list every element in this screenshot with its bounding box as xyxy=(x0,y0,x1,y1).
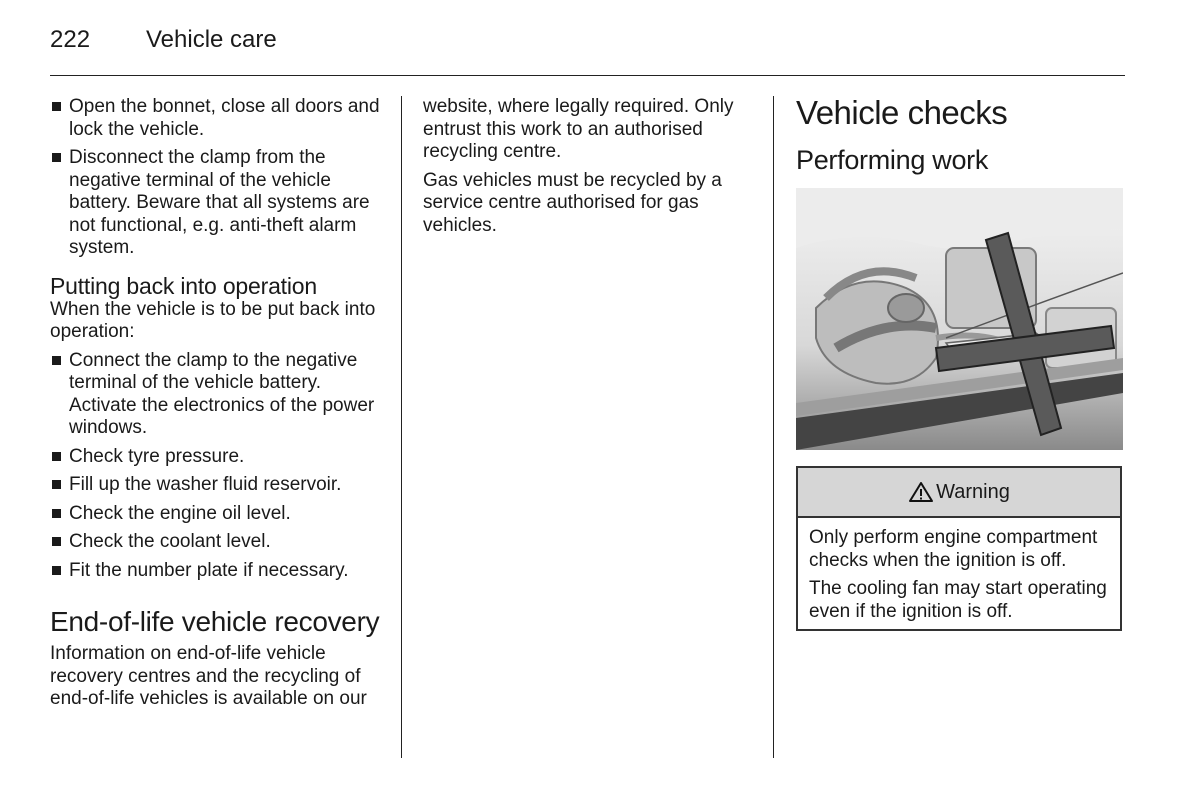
warning-triangle-icon xyxy=(908,481,934,503)
recycling-paragraph: website, where legally required. Only entrust this work to an authorised recycling centre. xyxy=(423,96,734,162)
engine-compartment-illustration xyxy=(796,188,1123,450)
list-item: Disconnect the clamp from the negative terminal of the vehicle battery. Beware that all systems are not functional, e.g. anti-theft alarm system. xyxy=(50,147,382,260)
bullet-list xyxy=(50,96,382,260)
warning-text: Only perform engine compartment checks when the ignition is off. xyxy=(809,527,1098,571)
warning-header xyxy=(798,468,1120,518)
warning-box xyxy=(796,466,1122,631)
eol-heading: End-of-life vehicle recovery xyxy=(50,606,380,637)
page-number: 222 xyxy=(50,26,91,53)
column-divider xyxy=(401,96,402,758)
section-title: Vehicle care xyxy=(146,26,277,53)
list-item: Check the engine oil level. xyxy=(50,503,382,526)
eol-text: Information on end-of-life vehicle recovery centres and the recycling of end-of-life vehicles is available on our xyxy=(50,643,367,709)
column-divider xyxy=(773,96,774,758)
list-item: Fill up the washer fluid reservoir. xyxy=(50,474,382,497)
warning-text: The cooling fan may start operating even if the ignition is off. xyxy=(809,578,1107,622)
putting-back-heading: Putting back into operation xyxy=(50,272,317,299)
gas-vehicles-paragraph: Gas vehicles must be recycled by a service centre authorised for gas vehicles. xyxy=(423,169,722,236)
warning-body xyxy=(798,518,1120,623)
list-item: Check tyre pressure. xyxy=(50,446,382,469)
column-3 xyxy=(796,94,1126,176)
putting-back-intro: When the vehicle is to be put back into operation: xyxy=(50,298,376,342)
performing-work-heading: Performing work xyxy=(796,145,989,175)
vehicle-checks-heading: Vehicle checks xyxy=(796,94,1008,131)
column-2 xyxy=(423,96,755,243)
list-item: Open the bonnet, close all doors and lock the vehicle. xyxy=(50,96,382,141)
list-item: Fit the number plate if necessary. xyxy=(50,560,382,583)
header-rule xyxy=(50,75,1125,76)
warning-label: Warning xyxy=(936,480,1010,503)
bullet-list xyxy=(50,350,382,583)
list-item: Connect the clamp to the negative terminal of the vehicle battery. Activate the electronics of the power windows. xyxy=(50,350,382,440)
list-item: Check the coolant level. xyxy=(50,531,382,554)
column-1 xyxy=(50,96,382,717)
